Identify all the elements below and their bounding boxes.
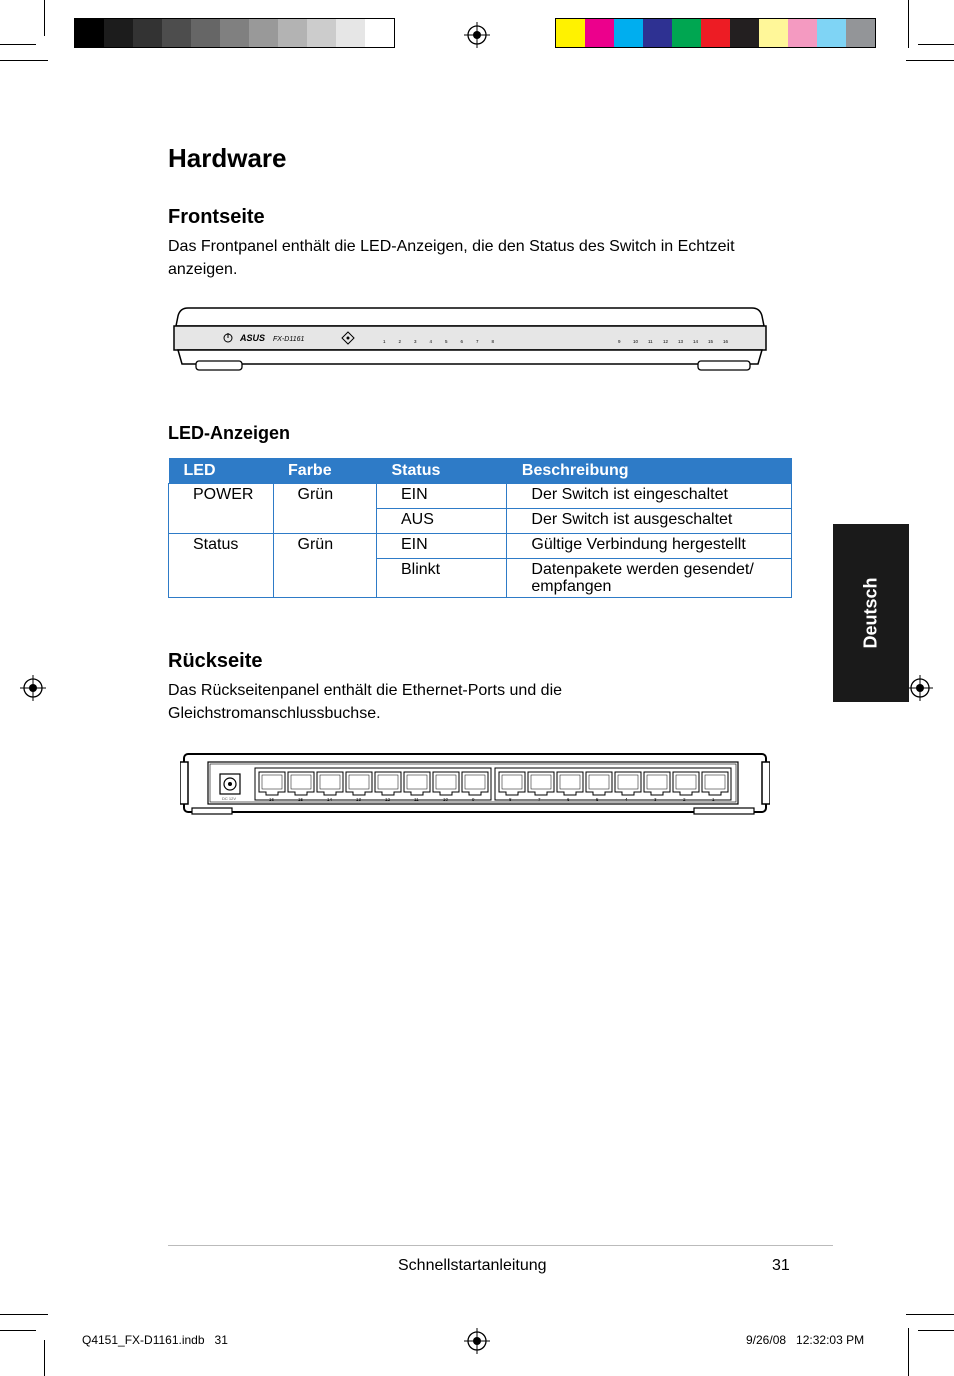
color-swatch [336, 19, 365, 47]
rear-port-number: 11 [414, 797, 419, 802]
ethernet-port-icon [288, 772, 314, 795]
crop-mark [918, 44, 954, 45]
color-swatch [614, 19, 643, 47]
registration-mark-icon [907, 675, 933, 701]
registration-mark-icon [464, 1328, 490, 1354]
ethernet-port-icon [673, 772, 699, 795]
rear-port-number: 8 [509, 797, 512, 802]
color-swatch [365, 19, 394, 47]
front-port-number: 16 [723, 339, 729, 344]
ethernet-port-icon [644, 772, 670, 795]
color-swatch [730, 19, 759, 47]
rear-port-number: 4 [625, 797, 628, 802]
color-swatch [133, 19, 162, 47]
front-port-number: 9 [618, 339, 621, 344]
crop-mark [918, 1330, 954, 1331]
rear-port-number: 12 [385, 797, 391, 802]
crop-mark [906, 1314, 954, 1315]
color-swatch [162, 19, 191, 47]
color-swatch [759, 19, 788, 47]
rear-port-number: 15 [298, 797, 304, 802]
slug-file: Q4151_FX-D1161.indb 31 [82, 1333, 228, 1347]
language-tab-label: Deutsch [860, 577, 881, 649]
rear-port-number: 9 [472, 797, 475, 802]
color-swatch [220, 19, 249, 47]
back-heading: Rückseite [168, 650, 263, 672]
rear-port-number: 5 [596, 797, 599, 802]
status-cell: AUS [377, 509, 507, 534]
ethernet-port-icon [462, 772, 488, 795]
grayscale-color-bar [74, 18, 395, 48]
color-swatch [788, 19, 817, 47]
ethernet-port-icon [375, 772, 401, 795]
color-swatch [249, 19, 278, 47]
color-swatch [672, 19, 701, 47]
color-swatch [585, 19, 614, 47]
beschreibung-cell: Der Switch ist ausgeschaltet [507, 509, 792, 534]
ethernet-port-icon [528, 772, 554, 795]
ethernet-port-icon [499, 772, 525, 795]
crop-mark [0, 44, 36, 45]
color-swatch [104, 19, 133, 47]
front-port-number: 15 [708, 339, 714, 344]
color-swatch [817, 19, 846, 47]
dc-label: DC 12V [222, 796, 237, 801]
ethernet-port-icon [346, 772, 372, 795]
crop-mark [0, 60, 48, 61]
status-cell: EIN [377, 534, 507, 559]
brand-logo: ASUS [240, 333, 266, 343]
front-port-number: 4 [429, 339, 433, 344]
rear-port-number: 13 [356, 797, 362, 802]
crop-mark [906, 60, 954, 61]
color-swatch [75, 19, 104, 47]
color-swatch [846, 19, 875, 47]
crop-mark [0, 1314, 48, 1315]
front-port-number: 2 [398, 339, 402, 344]
table-row [169, 534, 792, 559]
column-header-led: LED [169, 458, 274, 484]
front-port-number: 6 [460, 339, 464, 344]
crop-mark [44, 0, 45, 36]
ethernet-port-icon [557, 772, 583, 795]
footer-guide-title: Schnellstartanleitung [398, 1257, 547, 1274]
rear-port-number: 16 [269, 797, 275, 802]
color-swatch [191, 19, 220, 47]
column-header-farbe: Farbe [273, 458, 376, 484]
ethernet-port-icon [259, 772, 285, 795]
registration-mark-icon [20, 675, 46, 701]
front-heading: Frontseite [168, 206, 265, 228]
status-cell: EIN [377, 484, 507, 509]
rear-port-number: 10 [443, 797, 449, 802]
front-port-number: 3 [414, 339, 417, 344]
led-cell: POWER [169, 484, 274, 534]
front-port-number: 11 [648, 339, 653, 344]
slug-timestamp: 9/26/08 12:32:03 PM [746, 1333, 865, 1347]
rear-port-number: 1 [712, 797, 715, 802]
front-port-number: 7 [476, 339, 479, 344]
led-table [168, 458, 792, 598]
front-port-number: 5 [445, 339, 448, 344]
led-heading: LED-Anzeigen [168, 423, 291, 443]
page-title: Hardware [168, 143, 287, 173]
model-label: FX-D1161 [273, 336, 305, 343]
ethernet-port-icon [702, 772, 728, 795]
table-row [169, 484, 792, 509]
front-port-number: 12 [663, 339, 669, 344]
front-port-number: 14 [693, 339, 699, 344]
ethernet-port-icon [586, 772, 612, 795]
rear-port-number: 6 [567, 797, 570, 802]
footer-divider [168, 1245, 833, 1246]
registration-mark-icon [464, 22, 490, 48]
front-port-number: 13 [678, 339, 684, 344]
rear-port-number: 14 [327, 797, 333, 802]
crop-mark [44, 1340, 45, 1376]
front-port-number: 1 [383, 339, 386, 344]
language-tab [833, 524, 909, 702]
front-port-number: 8 [491, 339, 495, 344]
beschreibung-cell: Datenpakete werden gesendet/ empfangen [507, 559, 792, 598]
beschreibung-cell: Der Switch ist eingeschaltet [507, 484, 792, 509]
beschreibung-cell: Gültige Verbindung hergestellt [507, 534, 792, 559]
color-swatch [701, 19, 730, 47]
ethernet-port-icon [404, 772, 430, 795]
color-swatch [307, 19, 336, 47]
column-header-beschreibung: Beschreibung [507, 458, 792, 484]
color-swatch [556, 19, 585, 47]
led-cell: Status [169, 534, 274, 598]
ethernet-port-icon [317, 772, 343, 795]
color-swatch [643, 19, 672, 47]
crop-mark [0, 1330, 36, 1331]
front-port-number: 10 [633, 339, 639, 344]
table-header-row [169, 458, 792, 484]
crop-mark [908, 1328, 909, 1376]
front-description: Das Frontpanel enthält die LED-Anzeigen, die den Status des Switch in Echtzeit anzeigen. [168, 238, 735, 278]
process-color-bar [555, 18, 876, 48]
dc-jack-icon [220, 774, 240, 794]
farbe-cell: Grün [273, 534, 376, 598]
color-swatch [278, 19, 307, 47]
ethernet-port-icon [433, 772, 459, 795]
status-cell: Blinkt [377, 559, 507, 598]
back-description: Das Rückseitenpanel enthält die Ethernet-Ports und die Gleichstromanschlussbuchse. [168, 682, 563, 722]
rear-port-number: 2 [683, 797, 686, 802]
page-number: 31 [772, 1257, 790, 1274]
ethernet-port-icon [615, 772, 641, 795]
rear-port-number: 3 [654, 797, 657, 802]
column-header-status: Status [377, 458, 507, 484]
rear-panel-illustration [180, 748, 770, 820]
rear-port-number: 7 [538, 797, 541, 802]
front-panel-illustration [168, 300, 772, 376]
crop-mark [908, 0, 909, 48]
farbe-cell: Grün [273, 484, 376, 534]
